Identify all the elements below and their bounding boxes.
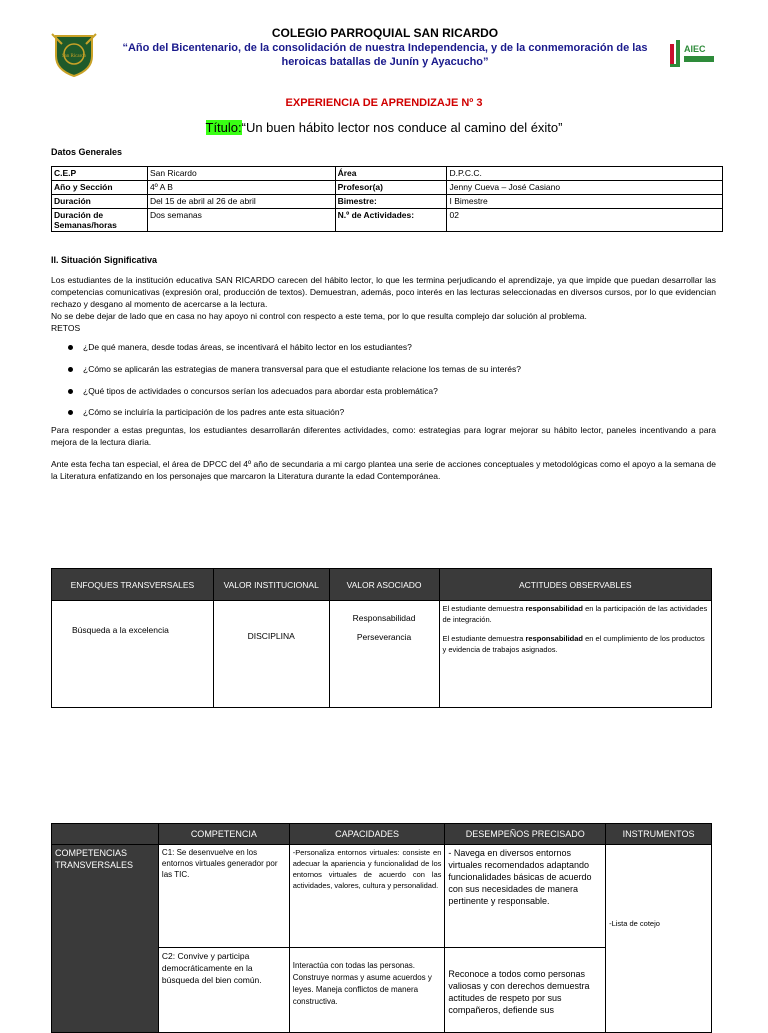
paragraph-3: Para responder a estas preguntas, los estudiantes desarrollarán diferentes actividades, como: estrategias para lograr mejorar su hábito lector, paneles incentivando a para mejora de la lectura diaria.: [51, 425, 716, 447]
cell-label: N.º de Actividades:: [335, 209, 447, 232]
cell-value: 02: [447, 209, 723, 232]
c2-cell: C2: Convive y participa democráticamente en la búsqueda del bien común.: [158, 948, 289, 1033]
cell-label: Año y Sección: [52, 181, 148, 195]
situacion-heading: II. Situación Significativa: [51, 255, 158, 265]
paragraph-2: No se debe dejar de lado que en casa no hay apoyo ni control con respecto a este tema, por lo que resulta complejo dar solución al problema.: [51, 311, 587, 321]
title-text: “Un buen hábito lector nos conduce al camino del éxito”: [241, 120, 563, 135]
cell-value: Dos semanas: [147, 209, 335, 232]
school-name: COLEGIO PARROQUIAL SAN RICARDO: [271, 26, 499, 40]
cell-value: San Ricardo: [147, 167, 335, 181]
column-header: ENFOQUES TRANSVERSALES: [52, 569, 214, 601]
crest-text: San Ricardo: [61, 54, 87, 59]
datos-generales-table: [51, 166, 723, 232]
cell-label: Duración de Semanas/horas: [52, 209, 148, 232]
column-header: ACTITUDES OBSERVABLES: [439, 569, 711, 601]
experience-title: EXPERIENCIA DE APRENDIZAJE Nº 3: [285, 97, 483, 109]
enfoque-cell: Búsqueda a la excelencia: [52, 601, 214, 708]
cell-value: D.P.C.C.: [447, 167, 723, 181]
table-row: [52, 601, 712, 708]
valor-asociado-cell: [329, 601, 439, 708]
cell-value: Jenny Cueva – José Casiano: [447, 181, 723, 195]
bullet-icon: [68, 410, 73, 415]
table-row: [52, 845, 712, 948]
enfoques-table: [51, 568, 712, 708]
paragraph-1: Los estudiantes de la institución educativa SAN RICARDO carecen del hábito lector, lo que les termina perjudicando el aprendizaje, ya que impide que puedan desarrollar las competencias comunicativas (expresión oral, producción de textos). Demuestran, además, poco interés en las lecturas seleccionadas en diversos cursos, por lo que evidencian rechazo y desgano al momento de acercarse a la lectura.: [51, 275, 716, 309]
aiec-logo: [668, 36, 718, 70]
cell-label: Duración: [52, 195, 148, 209]
column-header: DESEMPEÑOS PRECISADO: [445, 824, 606, 845]
cell-label: Profesor(a): [335, 181, 447, 195]
c1-desempeno-cell: - Navega en diversos entornos virtuales recomendados adaptando funcionalidades básicas de acuerdo con sus necesidades de manera pertinente y responsable.: [445, 845, 606, 948]
activity-title: [0, 120, 768, 135]
table-row: [52, 209, 723, 232]
column-header: [52, 824, 159, 845]
cell-label: C.E.P: [52, 167, 148, 181]
table-header-row: [52, 824, 712, 845]
bullet-icon: [68, 367, 73, 372]
actitudes-cell: [439, 601, 711, 708]
paragraph-4: Ante esta fecha tan especial, el área de DPCC del 4º año de secundaria a mi cargo plantea una serie de acciones conceptuales y metodológicas como el apoyo a la semana de la Literatura enfatizando en los personajes que marcaron la Literatura durante la edad Contemporánea.: [51, 459, 716, 481]
column-header: CAPACIDADES: [289, 824, 445, 845]
list-item: ¿Cómo se incluiría la participación de los padres ante esta situación?: [68, 407, 344, 417]
c1-capacidad-cell: -Personaliza entornos virtuales: consiste en adecuar la apariencia y funcionalidad de los entornos virtuales de acuerdo con las actividades, valores, cultura y personalidad.: [289, 845, 445, 948]
column-header: VALOR ASOCIADO: [329, 569, 439, 601]
title-label: Título:: [205, 120, 242, 135]
aiec-logo-text: AIEC: [684, 44, 706, 54]
bullet-icon: [68, 345, 73, 350]
actitud-1: El estudiante demuestra responsabilidad en la participación de las actividades de integración.: [442, 604, 708, 624]
list-item: ¿Qué tipos de actividades o concursos serían los adecuados para abordar esta problemática?: [68, 386, 438, 396]
cell-label: Bimestre:: [335, 195, 447, 209]
valor-institucional-cell: DISCIPLINA: [213, 601, 329, 708]
bullet-icon: [68, 389, 73, 394]
competencias-table: [51, 823, 712, 1033]
datos-generales-heading: Datos Generales: [51, 147, 123, 157]
actitud-2: El estudiante demuestra responsabilidad en el cumplimiento de los productos y evidencia de trabajos asignados.: [442, 634, 705, 654]
cell-value: Del 15 de abril al 26 de abril: [147, 195, 335, 209]
school-crest-logo: [50, 32, 98, 78]
table-row: [52, 167, 723, 181]
column-header: INSTRUMENTOS: [606, 824, 712, 845]
c2-capacidad-cell: Interactúa con todas las personas. Construye normas y asume acuerdos y leyes. Maneja conflictos de manera constructiva.: [289, 948, 445, 1033]
column-header: VALOR INSTITUCIONAL: [213, 569, 329, 601]
c2-desempeno-cell: Reconoce a todos como personas valiosas y con derechos demuestra actitudes de respeto por sus compañeros, defiende sus: [445, 948, 606, 1033]
cell-label: Área: [335, 167, 447, 181]
instrumento-cell: -Lista de cotejo: [606, 845, 712, 1033]
table-header-row: [52, 569, 712, 601]
cell-value: I Bimestre: [447, 195, 723, 209]
list-item: ¿De qué manera, desde todas áreas, se incentivará el hábito lector en los estudiantes?: [68, 342, 412, 352]
situacion-paragraph: [51, 274, 716, 334]
competencias-transversales-label: COMPETENCIAS TRANSVERSALES: [52, 845, 159, 1033]
retos-label: RETOS: [51, 323, 81, 333]
list-item: ¿Cómo se aplicarán las estrategias de manera transversal para que el estudiante relacione los temas de su interés?: [68, 364, 521, 374]
c1-cell: C1: Se desenvuelve en los entornos virtuales generador por las TIC.: [158, 845, 289, 948]
valor-asociado-2: Perseverancia: [356, 632, 412, 642]
column-header: COMPETENCIA: [158, 824, 289, 845]
year-motto: “Año del Bicentenario, de la consolidación de nuestra Independencia, y de la conmemoración de las heroicas batallas de Junín y Ayacucho”: [122, 42, 648, 68]
table-row: [52, 195, 723, 209]
table-row: [52, 181, 723, 195]
valor-asociado-1: Responsabilidad: [352, 613, 416, 623]
cell-value: 4º A B: [147, 181, 335, 195]
